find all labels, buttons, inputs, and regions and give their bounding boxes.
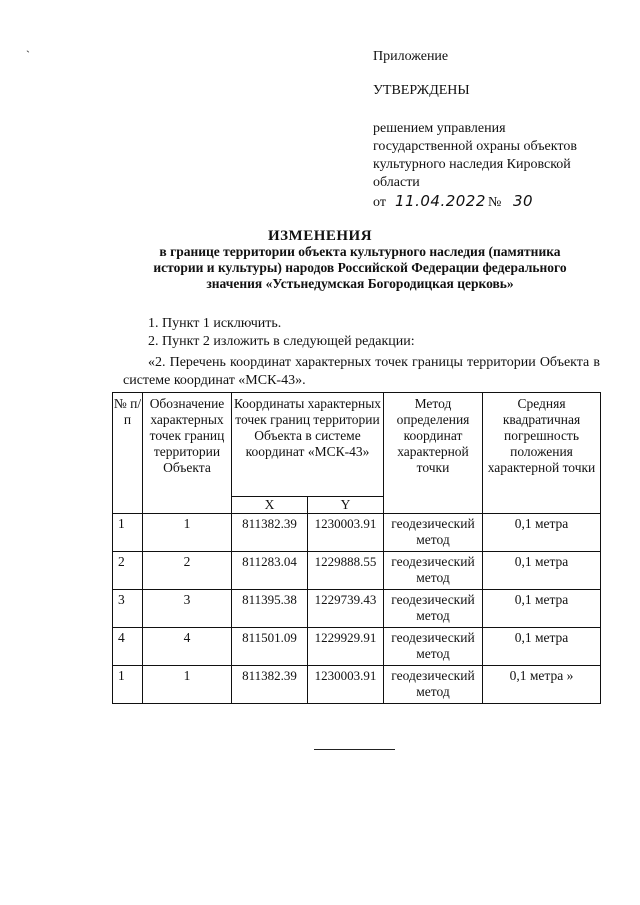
cell-error: 0,1 метра »: [483, 666, 601, 704]
cell-method: геодезический метод: [384, 628, 483, 666]
subtitle-line: истории и культуры) народов Российской Федерации федерального: [153, 260, 567, 275]
approval-line: государственной охраны объектов: [373, 139, 577, 154]
header-x: X: [232, 497, 308, 514]
cell-y: 1229739.43: [308, 590, 384, 628]
cell-number: 4: [113, 628, 143, 666]
cell-number: 3: [113, 590, 143, 628]
subtitle-line: значения «Устьнедумская Богородицкая церковь»: [206, 276, 514, 291]
cell-point: 1: [143, 666, 232, 704]
cell-x: 811382.39: [232, 666, 308, 704]
handwritten-number: 30: [513, 192, 534, 210]
cell-x: 811382.39: [232, 514, 308, 552]
margin-mark: ˏ: [26, 39, 30, 53]
cell-x: 811395.38: [232, 590, 308, 628]
cell-method: геодезический метод: [384, 552, 483, 590]
cell-error: 0,1 метра: [483, 552, 601, 590]
cell-y: 1230003.91: [308, 514, 384, 552]
approval-line: культурного наследия Кировской: [373, 157, 571, 172]
approved-label: УТВЕРЖДЕНЫ: [373, 83, 470, 98]
paragraph-item-2: 2. Пункт 2 изложить в следующей редакции:: [148, 334, 415, 349]
cell-x: 811501.09: [232, 628, 308, 666]
cell-point: 4: [143, 628, 232, 666]
cell-x: 811283.04: [232, 552, 308, 590]
cell-point: 2: [143, 552, 232, 590]
table-row: [113, 628, 601, 666]
header-y: Y: [308, 497, 384, 514]
subtitle-line: в границе территории объекта культурного наследия (памятника: [159, 244, 561, 259]
approval-line: области: [373, 175, 420, 190]
paragraph-item-1: 1. Пункт 1 исключить.: [148, 316, 282, 331]
cell-point: 3: [143, 590, 232, 628]
cell-error: 0,1 метра: [483, 514, 601, 552]
cell-y: 1229888.55: [308, 552, 384, 590]
paragraph-item-3: «2. Перечень координат характерных точек границы территории Объекта в системе координат «МСК-43».: [123, 355, 600, 388]
document-title: ИЗМЕНЕНИЯ: [267, 228, 373, 244]
cell-method: геодезический метод: [384, 514, 483, 552]
table-row: [113, 590, 601, 628]
handwritten-date: 11.04.2022: [395, 192, 486, 210]
number-prefix: №: [488, 195, 502, 210]
approval-date-line: [373, 192, 623, 212]
header-number: № п/п: [113, 393, 143, 514]
closing-rule: [314, 749, 395, 750]
cell-error: 0,1 метра: [483, 590, 601, 628]
header-method: Метод определения координат характерной точки: [384, 393, 483, 514]
table-row: [113, 514, 601, 552]
cell-method: геодезический метод: [384, 590, 483, 628]
cell-number: 1: [113, 666, 143, 704]
coordinates-table: [112, 392, 601, 704]
cell-point: 1: [143, 514, 232, 552]
header-coordinates: Координаты характерных точек границ территории Объекта в системе координат «МСК-43»: [232, 393, 384, 497]
header-point: Обозначение характерных точек границ территории Объекта: [143, 393, 232, 514]
cell-number: 2: [113, 552, 143, 590]
header-error: Средняя квадратичная погрешность положения характерной точки: [483, 393, 601, 514]
cell-error: 0,1 метра: [483, 628, 601, 666]
approval-block: [373, 48, 623, 212]
appendix-label: Приложение: [373, 49, 449, 64]
cell-method: геодезический метод: [384, 666, 483, 704]
document-subtitle: [120, 244, 600, 292]
cell-y: 1230003.91: [308, 666, 384, 704]
table-row: [113, 666, 601, 704]
cell-y: 1229929.91: [308, 628, 384, 666]
table-row: [113, 552, 601, 590]
date-prefix: от: [373, 195, 386, 210]
cell-number: 1: [113, 514, 143, 552]
approval-line: решением управления: [373, 121, 506, 136]
